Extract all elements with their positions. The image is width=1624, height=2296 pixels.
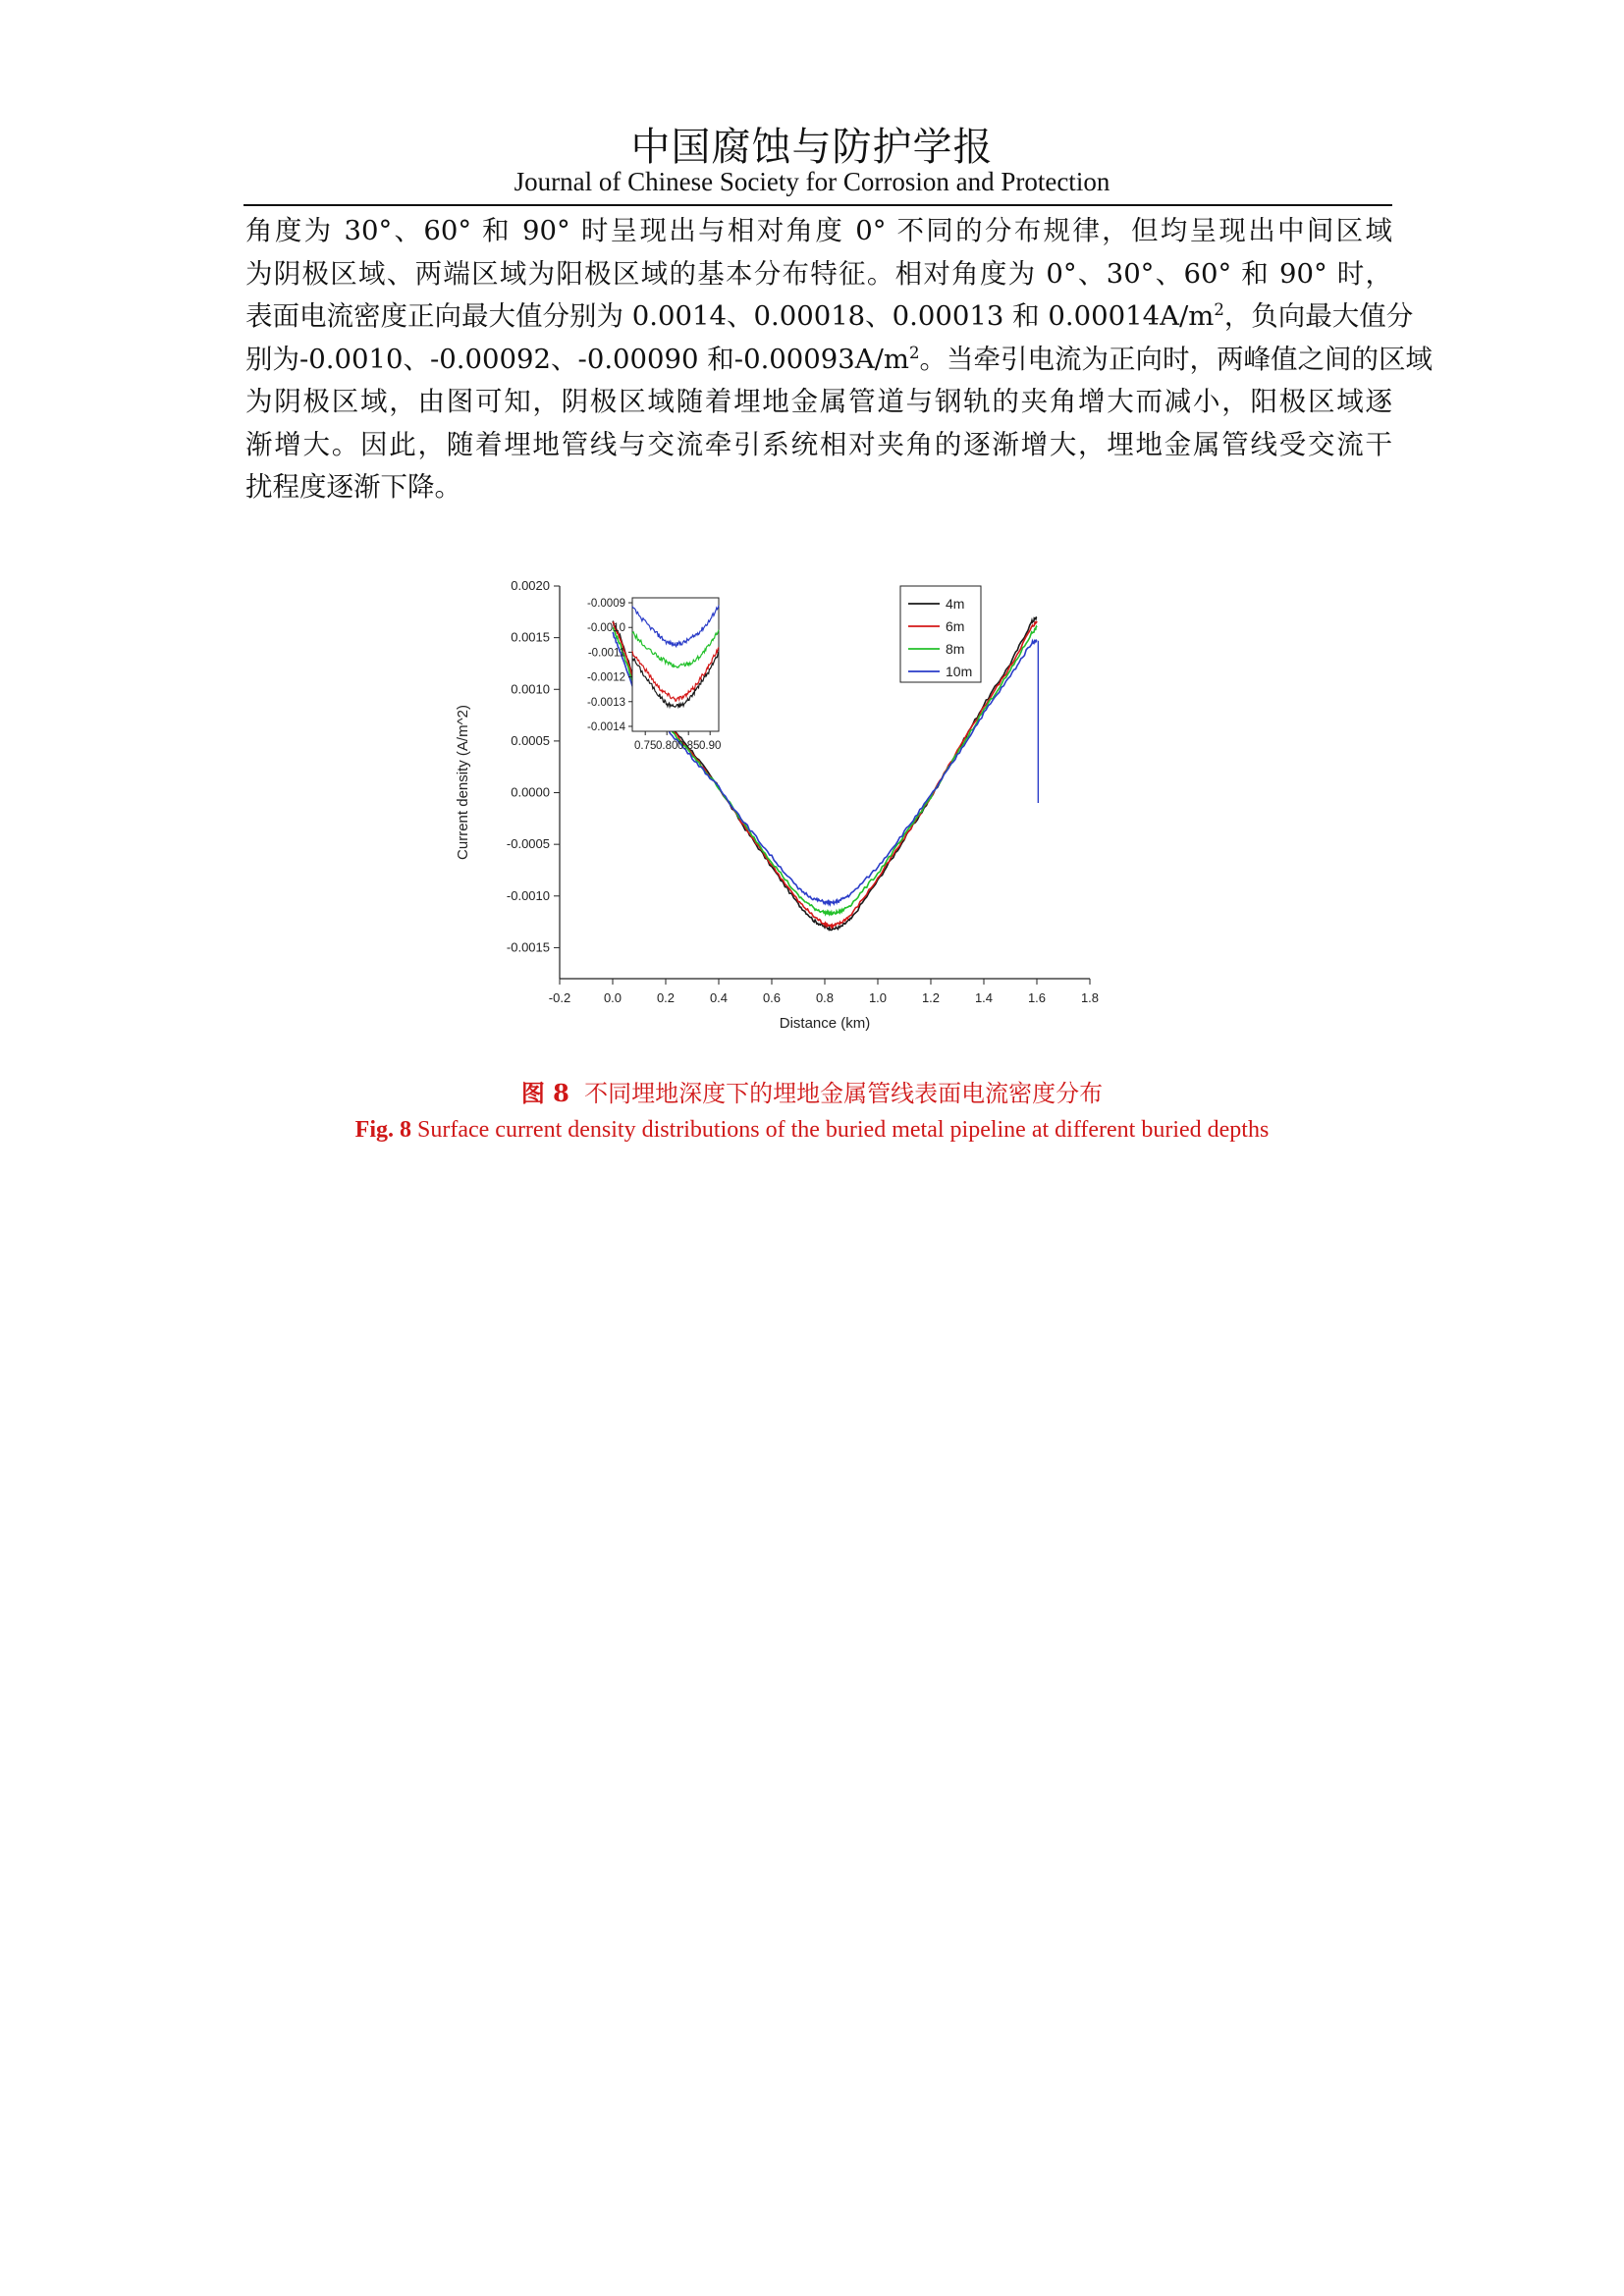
figure-8 [424, 527, 1210, 1062]
y-tick-label: -0.0005 [506, 836, 550, 852]
y-tick-label: 0.0020 [511, 578, 550, 593]
body-line [245, 339, 1433, 382]
body-line: 为阴极区域，由图可知，阴极区域随着埋地金属管道与钢轨的夹角增大而减小，阳极区域逐 [245, 386, 1392, 417]
y-tick-label: 0.0000 [511, 784, 550, 800]
x-tick-label: 0.4 [709, 990, 729, 1005]
caption-en-text: Surface current density distributions of the buried metal pipeline at different buried depths [417, 1117, 1270, 1143]
superscript: 2 [909, 343, 920, 362]
body-line-tail: 。当牵引电流为正向时，两峰值之间的区域 [919, 343, 1433, 375]
legend-label-6m: 6m [946, 618, 965, 634]
x-tick-label: 1.6 [1027, 990, 1047, 1005]
x-tick-label: 1.8 [1080, 990, 1100, 1005]
current-density-chart [424, 527, 1210, 1062]
x-tick-label: 1.4 [974, 990, 994, 1005]
body-line-tail: ，负向最大值分 [1223, 300, 1414, 332]
inset-x-tick-label: 0.80 [656, 740, 678, 752]
x-tick-label: 0.6 [762, 990, 782, 1005]
header-rule [244, 204, 1392, 206]
x-tick-label: 1.2 [921, 990, 941, 1005]
x-tick-label: 0.0 [603, 990, 623, 1005]
body-line [245, 295, 1414, 339]
x-tick-label: 0.8 [815, 990, 835, 1005]
inset-y-tick-label: -0.0011 [587, 647, 625, 660]
figure-caption-en [0, 1117, 1624, 1144]
journal-title-en: Journal of Chinese Society for Corrosion and Protection [514, 167, 1110, 196]
caption-en-label: Fig. 8 [354, 1117, 411, 1143]
inset-y-tick-label: -0.0014 [586, 721, 625, 733]
superscript: 2 [1214, 299, 1224, 319]
body-paragraph [245, 210, 1433, 509]
body-line-text: 别为-0.0010、-0.00092、-0.00090 和-0.00093A/m [245, 343, 909, 375]
body-line: 角度为 30°、60° 和 90° 时呈现出与相对角度 0° 不同的分布规律，但均呈现出中间区域 [245, 215, 1392, 246]
body-line-text: 表面电流密度正向最大值分别为 0.0014、0.00018、0.00013 和 0.00014A/m [245, 300, 1215, 332]
legend-label-4m: 4m [946, 596, 965, 612]
inset-y-tick-label: -0.0013 [586, 696, 625, 709]
body-line: 为阴极区域、两端区域为阳极区域的基本分布特征。相对角度为 0°、30°、60° 和 90° 时， [245, 257, 1392, 290]
caption-cn-text: 不同埋地深度下的埋地金属管线表面电流密度分布 [584, 1080, 1104, 1107]
y-axis-label: Current density (A/m^2) [455, 705, 471, 860]
y-tick-label: 0.0005 [511, 732, 550, 748]
legend-label-8m: 8m [946, 641, 965, 657]
y-tick-label: -0.0010 [506, 887, 550, 903]
body-line: 扰程度逐渐下降。 [245, 471, 461, 503]
inset-y-tick-label: -0.0010 [586, 622, 625, 635]
inset-y-tick-label: -0.0009 [586, 598, 625, 611]
y-tick-label: -0.0015 [506, 939, 550, 955]
x-tick-label: 1.0 [868, 990, 888, 1005]
journal-title-cn: 中国腐蚀与防护学报 [630, 125, 994, 170]
x-tick-label: -0.2 [548, 990, 571, 1005]
inset-x-tick-label: 0.90 [699, 740, 722, 752]
legend-label-10m: 10m [946, 664, 973, 679]
inset-x-tick-label: 0.75 [634, 740, 657, 752]
inset-y-tick-label: -0.0012 [586, 671, 625, 684]
y-tick-label: 0.0015 [511, 629, 550, 645]
figure-caption-cn [0, 1074, 1624, 1108]
inset-frame [632, 598, 719, 731]
x-axis-label: Distance (km) [779, 1015, 871, 1032]
body-line: 渐增大。因此，随着埋地管线与交流牵引系统相对夹角的逐渐增大，埋地金属管线受交流干 [245, 428, 1392, 460]
caption-cn-label: 图 8 [520, 1079, 569, 1107]
x-tick-label: 0.2 [656, 990, 676, 1005]
y-tick-label: 0.0010 [511, 681, 550, 697]
inset-x-tick-label: 0.85 [677, 740, 700, 752]
